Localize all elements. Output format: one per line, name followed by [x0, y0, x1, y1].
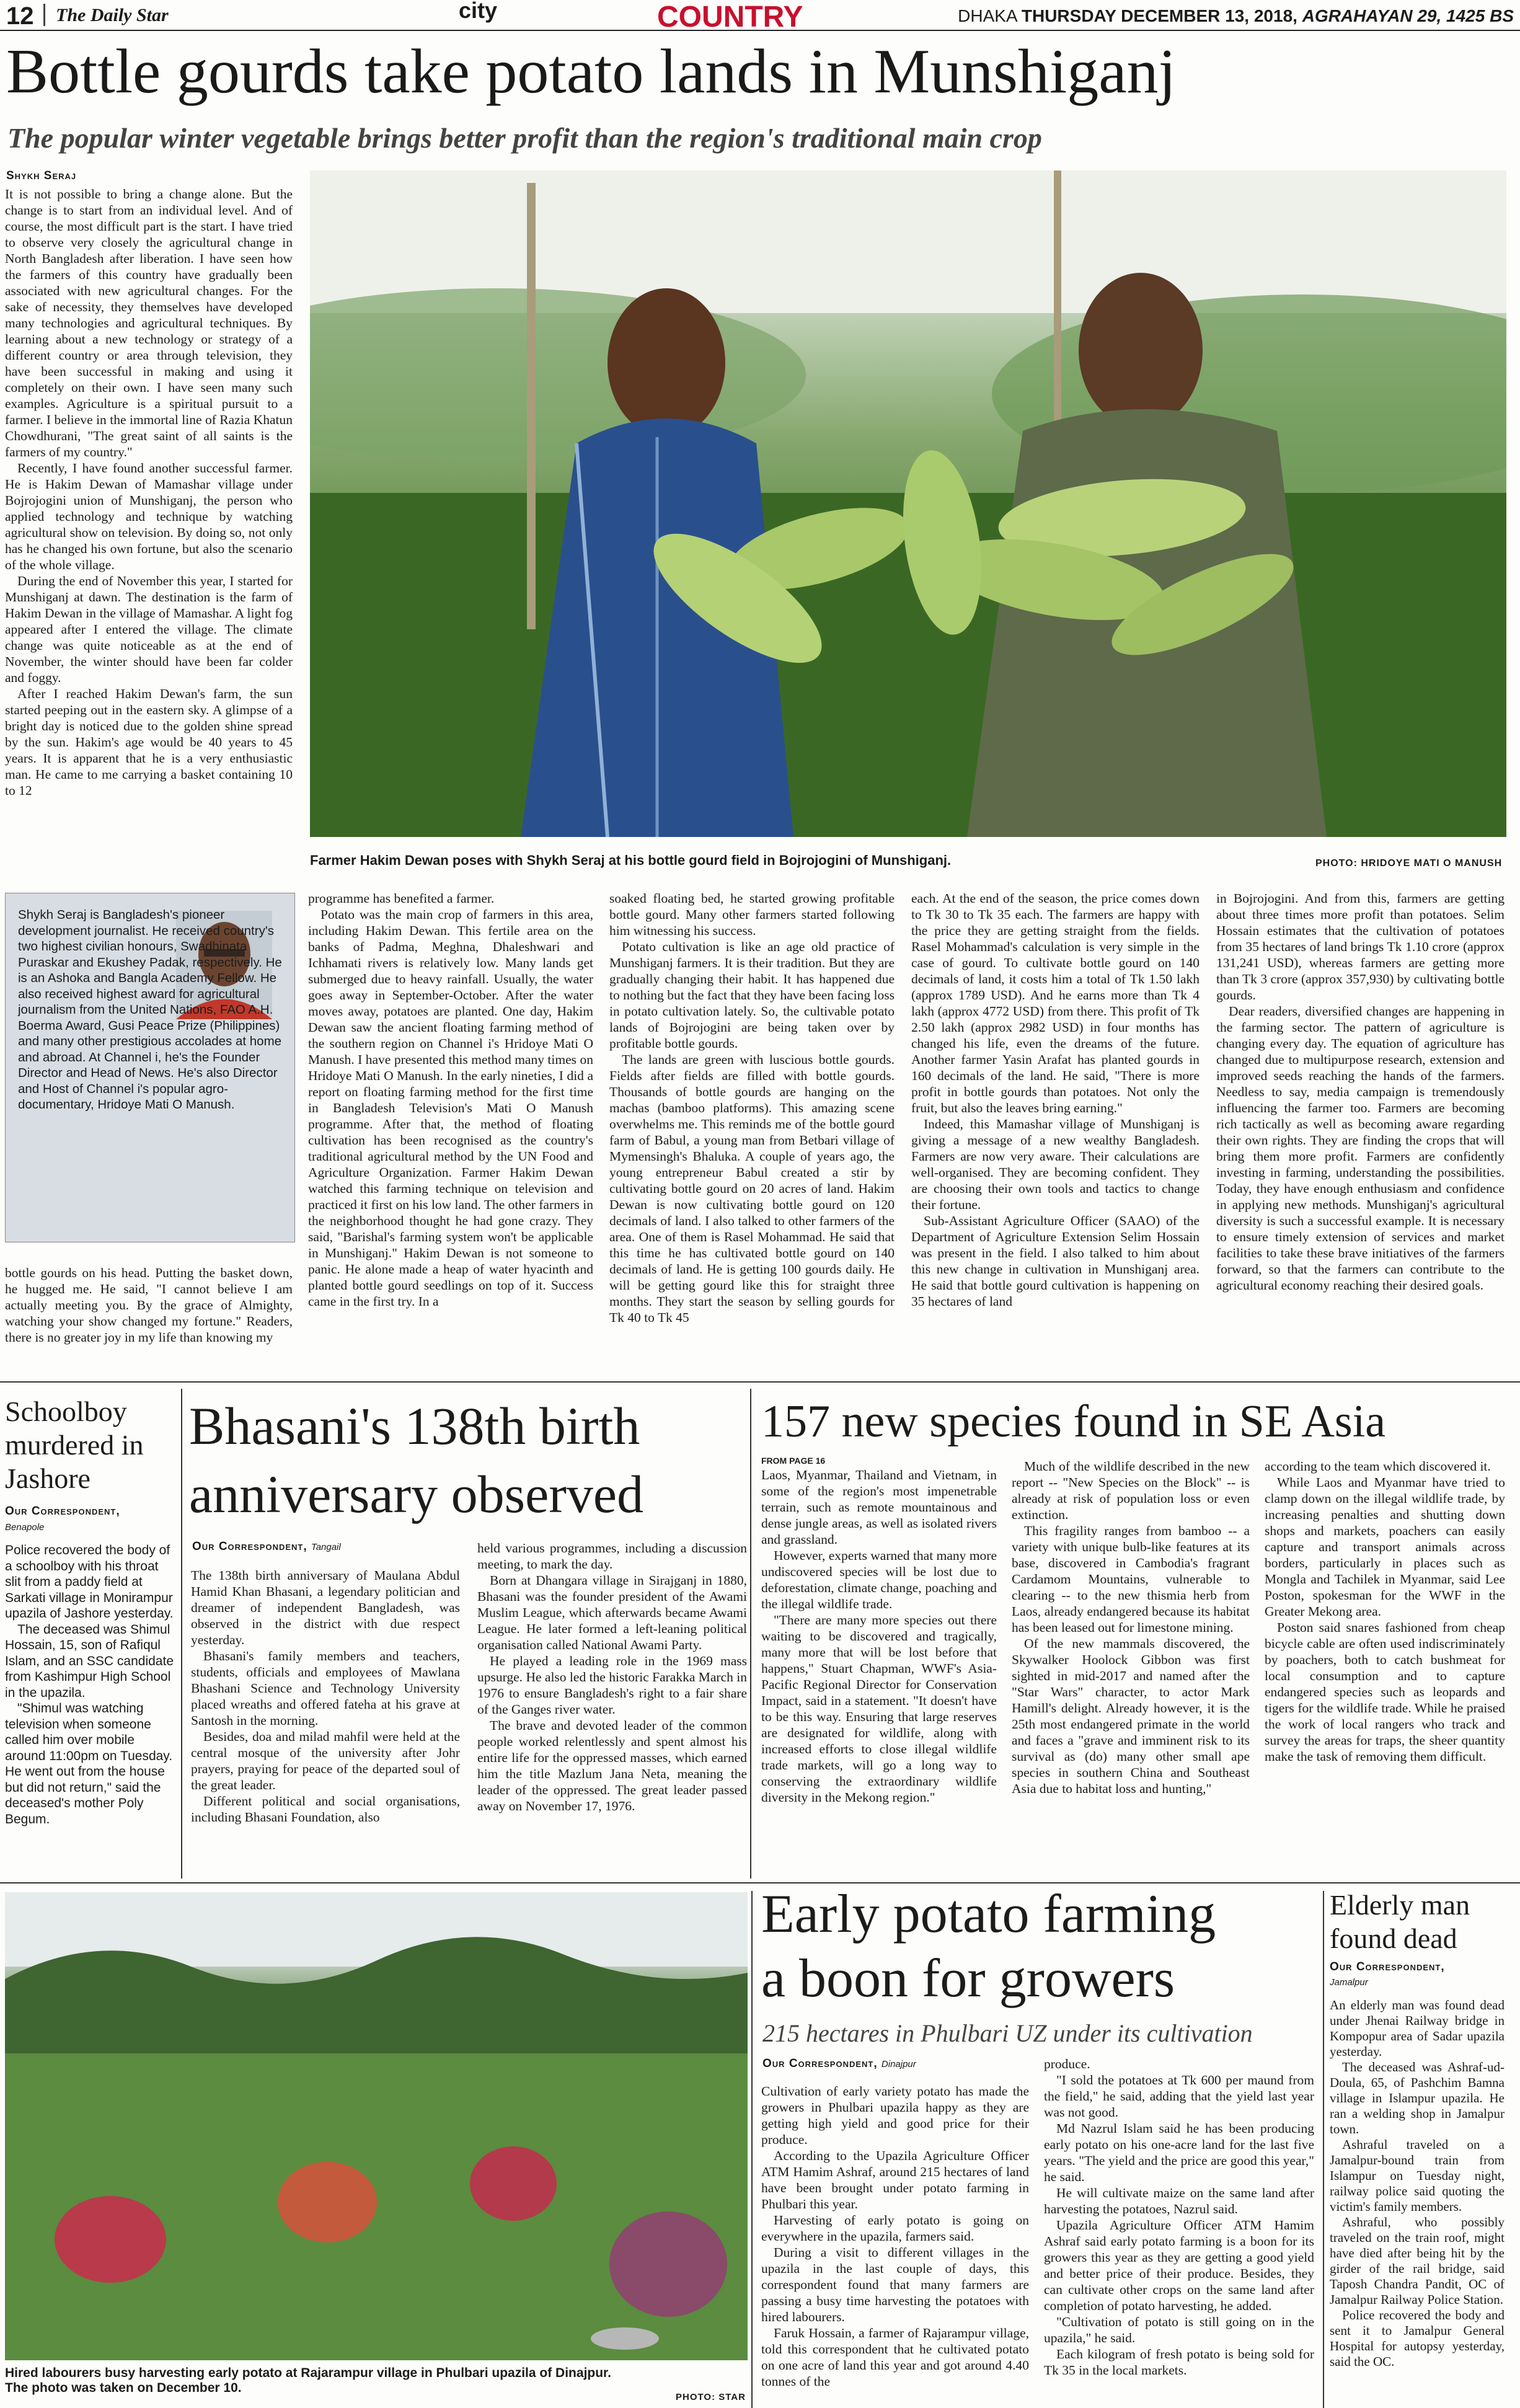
paragraph: It is not possible to bring a change alone. But the change is to start from an individual level. And of course, the most difficult part is the start. I have tried to observe very closely the agricultural change in North Bangladesh after liberation. I have seen how the farmers of this country have gradually been associated with new agricultural changes. For the sake of necessity, they themselves have developed many technologies and agricultural techniques. By learning about a new technology or strategy of a different country or area through television, they have been successful in making and using it completely on their own. I have seen many such examples. Agriculture is a spiritual pursuit to a farmer. I believe in the immortal line of Razia Khatun Chowdhurani, "The great saint of all saints is the farmers of my country." [5, 187, 293, 459]
photo-illustration [5, 1892, 748, 2360]
paragraph: "I sold the potatoes at Tk 600 per maund from the field," he said, adding that the yield last year was not good. [1044, 2073, 1314, 2120]
section-banner: COUNTRY [657, 1, 803, 33]
paragraph: produce. [1044, 2056, 1090, 2071]
paragraph: Besides, doa and milad mahfil were held at the central mosque of the university after Johr prayers, praying for peace of the departed soul of the great leader. [191, 1729, 460, 1792]
paragraph: Poston said snares fashioned from cheap bicycle cable are often used indiscriminately by poachers, both to catch bushmeat for local consumption and to capture endangered species such as leopards and tigers for the wildlife trade. While he praised the work of local rangers who track and survey the areas for traps, the sheer quantity make the task of removing them difficult. [1265, 1620, 1505, 1764]
paragraph: He played a leading role in the 1969 mass upsurge. He also led the historic Farakka March in 1976 to ensure Bangladesh's right to a fair share of the Ganges river water. [477, 1653, 747, 1717]
paragraph: The deceased was Ashraf-ud-Doula, 65, of Pashchim Bamna village in Islampur upazila. He ran a welding shop in Jamalpur town. [1330, 2060, 1505, 2136]
bhasani-byline [192, 1540, 341, 1554]
lead-headline: Bottle gourds take potato lands in Munshiganj [6, 37, 1176, 107]
paragraph: An elderly man was found dead under Jhenai Railway bridge in Kompopur area of Sadar upazila yesterday. [1330, 1998, 1505, 2059]
paragraph: The lands are green with luscious bottle gourds. Fields after fields are filled with bottle gourds. Thousands of bottle gourds are hanging on the machas (bamboo platforms). This amazing scene overwhelms me. This reminds me of the bottle gourd farm of Babul, a young man from Betbari village of Mymensingh's Bhaluka. A couple of years ago, the young entrepreneur Babul created a stir by cultivating bottle gourd on 20 acres of land. Hakim Dewan is now cultivating bottle gourd on 120 decimals of land. I also talked to other farmers of the area. One of them is Rasel Mohammad. He said that this time he has cultivated bottle gourd on 140 decimals of land. He is getting 100 gourds daily. He will be getting gourd like this for straight three months. They start the season by selling gourds for Tk 40 to Tk 45 [609, 1052, 895, 1325]
date-bengali: AGRAHAYAN 29, 1425 BS [1302, 6, 1514, 25]
schoolboy-body [5, 1543, 174, 1827]
column-rule [1323, 1891, 1324, 2408]
paragraph: Police recovered the body and sent it to Jamalpur General Hospital for autopsy yesterday, said the OC. [1330, 2308, 1505, 2369]
potato-location: Dinajpur [881, 2059, 916, 2069]
dateline [958, 6, 1514, 26]
lead-col1 [5, 186, 293, 865]
paragraph: However, experts warned that many more undiscovered species will be lost due to deforestation, climate change, poaching and the illegal wildlife trade. [761, 1548, 997, 1611]
species-col2 [1012, 1458, 1250, 1797]
bhasani-location: Tangail [311, 1542, 341, 1552]
paragraph: Faruk Hossain, a farmer of Rajarampur village, told this correspondent that he cultivated potato on one acre of land this year and got around 4.40 tonnes of the [761, 2326, 1029, 2389]
lead-byline [6, 169, 76, 183]
lead-col4 [911, 890, 1200, 1309]
paragraph: bottle gourds on his head. Putting the basket down, he hugged me. He said, "I cannot believe I am actually meeting you. By the grace of Almighty, watching your show changed my fortune." Readers, there is no greater joy in my life than knowing my [5, 1265, 293, 1345]
paragraph: After I reached Hakim Dewan's farm, the sun started peeping out in the eastern sky. A glimpse of a bright day is noticed due to the golden shine spread by the sun. Hakim's age would be 40 years to 45 years. It is apparent that he is a very enthusiastic man. He came to me carrying a basket containing 10 to 12 [5, 686, 293, 798]
potato-col1 [761, 2083, 1029, 2389]
schoolboy-location: Benapole [5, 1522, 45, 1533]
paragraph: Dear readers, diversified changes are happening in the farming sector. The pattern of agriculture is changing every day. The equation of agriculture has changed due to multipurpose research, extension and improved seeds reaching the hands of the farmers. Needless to say, media campaign is tremendously influencing the farmer too. Farmers are becoming rich tactically as well as becoming aware regarding their own rights. They are finding the crops that will bring them more profit. Farmers are confidently investing in farming, understanding the possibilities. Today, they have enough enthusiasm and confidence in applying new methods. Munshiganj's agricultural diversity is such a successful example. It is necessary to ensure timely extension of services and market facilities to take these brave initiatives of the farmers forward, so that the farmers can contribute to the agricultural economy reaching their desired goals. [1216, 1004, 1505, 1293]
lead-photo [310, 170, 1506, 837]
schoolboy-headline: Schoolboy murdered in Jashore [5, 1396, 144, 1494]
elderly-byline-text: Our Correspondent, [1330, 1960, 1445, 1973]
column-rule [750, 1389, 751, 1879]
paragraph: Each kilogram of fresh potato is being sold for Tk 35 in the local markets. [1044, 2347, 1314, 2378]
paragraph: Recently, I have found another successful farmer. He is Hakim Dewan of Mamashar village under Bojrojogini union of Munshiganj, the person who applied technology and technique by watching agricultural show on television. By doing so, not only has he changed his own fortune, but also the scenario of the whole village. [5, 461, 293, 572]
potato-byline [762, 2057, 916, 2071]
elderly-headline: Elderly man found dead [1330, 1889, 1470, 1954]
paragraph: The brave and devoted leader of the common people worked relentlessly and spent almost his entire life for the oppressed masses, which earned him the title Mazlum Jana Neta, meaning the leader of the oppressed. The great leader passed away on November 17, 1976. [477, 1718, 747, 1813]
paragraph: Ashraful traveled on a Jamalpur-bound train from Islampur on Tuesday night, railway police said quoting the victim's family members. [1330, 2137, 1505, 2214]
schoolboy-location-wrap [5, 1520, 44, 1534]
paragraph: soaked floating bed, he started growing profitable bottle gourd. Many other farmers started following him witnessing his success. [609, 891, 895, 938]
paragraph: Cultivation of early variety potato has made the growers in Phulbari upazila happy as they are getting high yield and good price for their produce. [761, 2084, 1029, 2147]
paragraph: Md Nazrul Islam said he has been producing early potato on his one-acre land for the last five years. "The yield and the price are good this year," he said. [1044, 2121, 1314, 2184]
paragraph: Different political and social organisations, including Bhasani Foundation, also [191, 1794, 460, 1825]
potato-subhead: 215 hectares in Phulbari UZ under its cultivation [762, 2019, 1253, 2047]
bio-text-top [18, 907, 282, 1113]
paragraph: Of the new mammals discovered, the Skywalker Hoolock Gibbon was first sighted in mid-2017 and named after the "Star Wars" character, to actor Mark Hamill's delight. Already however, it is the 25th most endangered primate in the world and faces a "grave and imminent risk to its survival as (do) many other small ape species in southern China and Southeast Asia due to habitat loss and hunting," [1012, 1636, 1250, 1796]
paragraph: "There are many more species out there waiting to be discovered and tragically, many more that will be lost before that happens," Stuart Chapman, WWF's Asia-Pacific Regional Director for Conservation Impact, said in a statement. "It doesn't have to be this way. Ensuring that large reserves are designated for wildlife, along with increased efforts to close illegal wildlife trade markets, will go a long way to conserving the extraordinary wildlife diversity in the Mekong region." [761, 1613, 997, 1805]
lead-subhead: The popular winter vegetable brings better profit than the region's traditional main crop [7, 122, 1042, 154]
page-number: 12 [6, 2, 34, 30]
species-headline: 157 new species found in SE Asia [761, 1396, 1386, 1447]
paragraph: programme has benefited a farmer. [308, 891, 495, 906]
potato-photo [5, 1892, 748, 2360]
paragraph: Ashraful, who possibly traveled on the train roof, might have died after being hit by the girder of the rail bridge, said Taposh Chandra Pandit, OC of Jamalpur Railway Police Station. [1330, 2215, 1505, 2307]
bhasani-col2 [477, 1540, 747, 1814]
potato-col2 [1044, 2056, 1314, 2378]
paragraph: Sub-Assistant Agriculture Officer (SAAO) of the Department of Agriculture Extension Selim Hossain was present in the field. I also talked to him about this new change in cultivation in Munshiganj area. He said that bottle gourd cultivation is happening on 35 hectares of land [911, 1213, 1200, 1309]
lead-col1-continued [5, 1265, 293, 1345]
species-col3 [1265, 1458, 1505, 1764]
paragraph: in Bojrojogini. And from this, farmers are getting about three times more profit than potatoes. Selim Hossain estimates that the cultivation of potatoes from 35 hectares of land brings Tk 1.10 crore (approx 131,241 USD), whereas farmers are getting more than Tk 3 crore (approx 357,930) by cultivating bottle gourds. [1216, 891, 1505, 1003]
paper-name: The Daily Star [56, 5, 169, 25]
paragraph: During the end of November this year, I started for Munshiganj at dawn. The destination is the farm of Hakim Dewan in the village of Mamashar. A light fog appeared after I entered the village. The climate change was quite noticeable as at the end of November, the winter should have been far colder and foggy. [5, 573, 293, 685]
paragraph: Laos, Myanmar, Thailand and Vietnam, in some of the region's most impenetrable terrain, such as remote mountainous and dense jungle areas, as well as isolated rivers and grassland. [761, 1467, 997, 1547]
potato-headline-line1: Early potato farming [761, 1884, 1216, 1944]
elderly-body [1330, 1998, 1505, 2370]
potato-photo-caption: Hired labourers busy harvesting early potato at Rajarampur village in Phulbari upazila of Dinajpur. The photo was taken on December 10. [5, 2366, 611, 2395]
column-rule [181, 1389, 182, 1879]
elderly-byline [1330, 1960, 1445, 1974]
paragraph: Potato cultivation is like an age old practice of Munshiganj farmers. It is their tradition. But they are gradually changing their habit. It has happened due to nothing but the fact that they have been facing loss in potato cultivation lately. So, the cultivable potato lands of Bojrojogini are being taken over by profitable bottle gourds. [609, 939, 895, 1051]
potato-byline-text: Our Correspondent, [762, 2057, 878, 2070]
bhasani-byline-text: Our Correspondent, [192, 1540, 307, 1553]
lead-col3 [609, 890, 895, 1326]
bhasani-headline-line1: Bhasani's 138th birth [189, 1396, 640, 1456]
paragraph: "Cultivation of potato is still going on in the upazila," he said. [1044, 2314, 1314, 2345]
paragraph: Much of the wildlife described in the new report -- "New Species on the Block" -- is already at risk of population loss or even extinction. [1012, 1459, 1250, 1522]
bio-text: Shykh Seraj is Bangladesh's pioneer development journalist. He received country's two highest civilian honours, Swadhinata Puraskar and Ekushey Padak, respectively. He is an Ashoka and Bangla Academy Fellow. He also received highest award for agricultural journalism from the United Nations, FAO A.H. Boerma Award, Gusi Peace Prize (Philippines) and many other prestigious accolades at home and abroad. At Channel i, he's the Founder Director and Head of News. He's also Director and Host of Channel i's popular agro-documentary, Hridoye Mati O Manush. [18, 908, 282, 1112]
paragraph: held various programmes, including a discussion meeting, to mark the day. [477, 1541, 747, 1572]
schoolboy-byline [5, 1505, 120, 1518]
date-prefix: DHAKA [958, 6, 1017, 25]
section-divider [0, 1381, 1520, 1383]
paragraph: according to the team which discovered it. [1265, 1459, 1491, 1474]
potato-headline-line2: a boon for growers [761, 1949, 1175, 2009]
paragraph: The deceased was Shimul Hossain, 15, son of Rafiqul Islam, and an SSC candidate from Kashimpur High School in the upazila. [5, 1622, 174, 1700]
photo-illustration [310, 170, 1506, 837]
bhasani-headline-line2: anniversary observed [189, 1464, 644, 1524]
species-from-page: FROM PAGE 16 [761, 1456, 826, 1466]
column-rule [751, 1891, 753, 2408]
elderly-location: Jamalpur [1330, 1977, 1368, 1988]
paragraph: The 138th birth anniversary of Maulana Abdul Hamid Khan Bhasani, a legendary politician and dreamer of independent Bangladesh, was observed in the district with due respect yesterday. [191, 1568, 460, 1647]
potato-photo-credit: PHOTO: STAR [676, 2392, 746, 2402]
lead-col2 [308, 890, 593, 1309]
schoolboy-byline-text: Our Correspondent, [5, 1505, 120, 1518]
paragraph: Potato was the main crop of farmers in this area, including Hakim Dewan. This fertile area on the banks of Padma, Meghna, Dhaleshwari and Ichhamati rivers is relatively low. Many lands get submerged due to heavy rainfall. Usually, the water goes away in September-October. After the water moves away, potatoes are planted. One day, Hakim Dewan saw the ancient floating farming method of the southern region on Channel i's Hridoye Mati O Manush. I have presented this method many times on Hridoye Mati O Manush. In the early nineties, I did a report on floating farming method for the first time in Bangladesh Television's Mati O Manush programme. After that, the method of floating cultivation has been recognised as the country's traditional agricultural method by the UN Food and Agriculture Organization. Farmer Hakim Dewan watched this farming technique on television and practiced it first on his low land. The other farmers in the neighborhood thought he had gone crazy. They said, "Barishal's farming system won't be applicable in Munshiganj." Hakim Dewan is not someone to panic. He alone made a heap of water hyacinth and planted bottle gourd seedlings on top of it. Success came in the first try. In a [308, 907, 593, 1309]
paragraph: Harvesting of early potato is going on everywhere in the upazila, farmers said. [761, 2213, 1029, 2244]
species-col1 [761, 1467, 997, 1805]
section-divider [0, 1882, 1520, 1883]
paragraph: Bhasani's family members and teachers, students, officials and employees of Mawlana Bhashani Science and Technology University placed wreaths and offered fateha at his grave at Santosh in the morning. [191, 1649, 460, 1728]
paragraph: During a visit to different villages in the upazila in the last couple of days, this correspondent found that many farmers are passing a busy time harvesting the potatoes with hired labourers. [761, 2245, 1029, 2324]
paragraph: Indeed, this Mamashar village of Munshiganj is giving a message of a new wealthy Bangladesh. Farmers are now very aware. Their calculations are well-organised. They are becoming confident. They are choosing their own tools and tactics to change their fortune. [911, 1117, 1200, 1212]
paragraph: Police recovered the body of a schoolboy with his throat slit from a paddy field at Sarkati village in Monirampur upazila of Jashore yesterday. [5, 1543, 174, 1621]
paragraph: Upazila Agriculture Officer ATM Hamim Ashraf said early potato farming is a boon for its growers this year as they are getting a good yield and better price of their produce. Besides, they can cultivate other crops on the same land after completion of potato harvesting, he added. [1044, 2218, 1314, 2313]
elderly-location-wrap [1330, 1975, 1368, 1989]
paragraph: According to the Upazila Agriculture Officer ATM Hamim Ashraf, around 215 hectares of land have been brought under potato farming in Phulbari this year. [761, 2148, 1029, 2211]
paragraph: each. At the end of the season, the price comes down to Tk 30 to Tk 35 each. The farmers are happy with the price they are getting straight from the fields. Rasel Mohammad's calculation is very simple in the case of gourd. To cultivate bottle gourd on 140 decimals of land, it costs him a total of Tk 1.50 lakh (approx 1789 USD). And he earns more than Tk 4 lakh (approx 4772 USD) from there. This profit of Tk 2.50 lakh (approx 2982 USD) in four months has changed his life, even the dreams of the future. Another farmer Yasin Arafat has planted gourds in 160 decimals of the land. He said, "There is more profit in bottle gourds than potatoes. Not only the fruit, but also the leaves bring earning." [911, 891, 1200, 1115]
lead-photo-caption: Farmer Hakim Dewan poses with Shykh Seraj at his bottle gourd field in Bojrojogini of Munshiganj. [310, 852, 952, 868]
date-main: THURSDAY DECEMBER 13, 2018, [1021, 6, 1297, 25]
lead-photo-credit: PHOTO: HRIDOYE MATI O MANUSH [1315, 858, 1503, 869]
lead-byline-name: Shykh Seraj [6, 169, 77, 182]
author-bio-box [5, 893, 295, 1242]
masthead-divider [43, 4, 45, 26]
paragraph: While Laos and Myanmar have tried to clamp down on the illegal wildlife trade, by increasing penalties and shutting down shops and markets, poachers can easily capture and transport animals across borders, particularly in places such as Mongla and Tachilek in Myanmar, said Lee Poston, spokesman for the WWF in the Greater Mekong area. [1265, 1475, 1505, 1619]
paragraph: "Shimul was watching television when someone called him over mobile around 11:00pm on Tuesday. He went out from the house but did not return," said the deceased's mother Poly Begum. [5, 1701, 173, 1826]
paragraph: He will cultivate maize on the same land after harvesting the potatoes, Nazrul said. [1044, 2185, 1314, 2216]
lead-col5 [1216, 890, 1505, 1293]
bhasani-col1 [191, 1567, 460, 1825]
section-name: city [459, 0, 498, 23]
paragraph: This fragility ranges from bamboo -- a variety with unique bulb-like features at its base, discovered in Cambodia's fragrant Cardamom Mountains, vulnerable to clearing -- to the new thismia herb from Laos, already endangered because its habitat has been leased out for limestone mining. [1012, 1523, 1250, 1635]
paragraph: Born at Dhangara village in Sirajganj in 1880, Bhasani was the founder president of the Awami Muslim League, which afterwards became Awami League. He later formed a left-leaning political organisation called National Awami Party. [477, 1573, 747, 1652]
